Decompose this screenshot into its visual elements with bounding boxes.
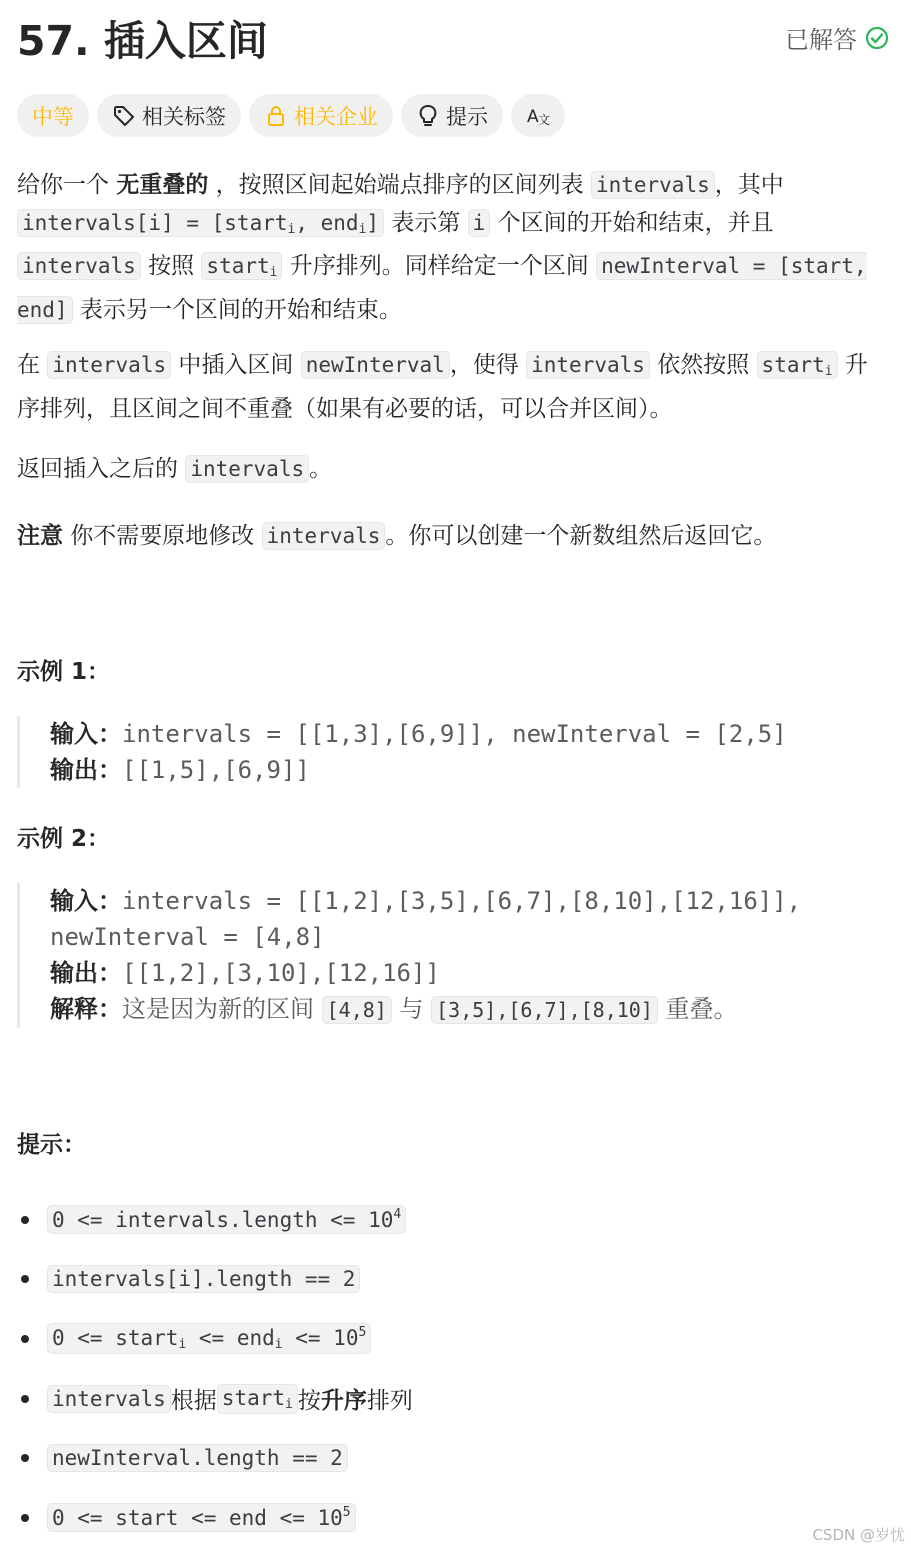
inline-code: newInterval = [start, end] [17,254,867,322]
inline-code: [3,5],[6,7],[8,10] [431,996,658,1024]
subscript: i [178,1337,187,1353]
example-1-input-line [50,716,877,752]
bold-text: 升序 [320,1388,367,1415]
tag-row [17,94,565,137]
list-item [17,1488,877,1548]
code-text: 0 <= intervals.length <= 10 [52,1208,394,1233]
inline-code: intervals [526,351,650,379]
text: 按照 [140,253,202,279]
text: 升序排列。同样给定一个区间 [282,253,597,279]
check-circle-icon [865,26,889,50]
inline-code [17,209,384,237]
inline-code: intervals[i].length == 2 [47,1265,360,1293]
code-text: <= 10 [282,1326,359,1351]
related-companies-label: 相关企业 [294,104,378,129]
example-1-block [17,716,877,788]
related-tags-button[interactable] [97,94,241,137]
explain-text: 这是因为新的区间 [122,995,322,1023]
code-text: start [221,1385,286,1410]
svg-text:文: 文 [538,112,550,127]
text: 根据 [170,1388,217,1415]
related-tags-label: 相关标签 [142,104,226,129]
inline-code: i [468,209,491,237]
list-item [17,1309,877,1369]
inline-code: intervals [47,351,171,379]
subscript: i [269,265,278,280]
problem-title: 57. 插入区间 [17,17,268,65]
text: 表示另一个区间的开始和结束。 [72,296,402,323]
difficulty-badge [17,94,89,137]
bullet [21,1216,29,1224]
code-text: start [761,353,825,377]
input-label: 输入： [50,720,122,748]
description-paragraph-3 [17,451,877,489]
subscript: i [285,1396,293,1412]
solved-status [785,20,889,55]
inline-code [201,252,282,280]
bullet [21,1275,29,1283]
list-item [17,1190,877,1250]
inline-code [47,1503,356,1532]
input-value: intervals = [[1,2],[3,5],[6,7],[8,10],[12,16]], [122,887,802,915]
text: 。 [309,456,333,482]
list-item [17,1250,877,1310]
inline-code: intervals [591,171,715,199]
explain-text: 与 [391,995,432,1023]
description-paragraph-1 [17,167,877,329]
bullet [21,1395,29,1403]
input-value: intervals = [[1,3],[6,9]], newInterval = [2,5] [122,720,787,748]
list-item [17,1369,877,1429]
code-text: <= end [186,1326,275,1351]
text: ，使得 [449,352,527,378]
text: 升序排列，且区间之间不重叠（如果有必要的话，可以合并区间）。 [17,352,868,422]
text: ，其中 [714,172,784,198]
superscript: 5 [342,1505,351,1521]
inline-code [217,1384,298,1414]
translate-button[interactable] [511,94,565,137]
constraints-list [17,1190,877,1548]
superscript: 5 [358,1325,367,1341]
text: 个区间的开始和结束，并且 [490,209,774,236]
superscript: 4 [393,1207,402,1223]
explain-text: 重叠。 [657,995,738,1023]
watermark: CSDN @岁忧 [812,1526,905,1544]
output-label: 输出： [50,756,122,784]
translate-icon [526,104,550,128]
bullet [21,1335,29,1343]
inline-code: newInterval [301,351,450,379]
lightbulb-icon [416,104,440,128]
inline-code [47,1323,371,1354]
inline-code: [4,8] [322,996,392,1024]
inline-code: intervals [262,522,386,550]
inline-code: newInterval.length == 2 [47,1444,348,1472]
text: 在 [17,352,48,378]
text: 返回插入之后的 [17,456,186,482]
inline-code: intervals [47,1385,171,1413]
text: 给你一个 [17,172,117,198]
input-value: newInterval = [4,8] [50,923,325,951]
code-text: start [206,254,270,278]
code-text: ] [366,210,380,235]
bold-text: 注意 [17,523,63,549]
description-paragraph-4 [17,518,877,556]
text: 按 [297,1388,321,1415]
svg-text:A: A [527,106,539,127]
subscript: i [274,1337,283,1353]
bullet [21,1514,29,1522]
text: 表示第 [384,209,468,236]
text: ，按照区间起始端点排序的区间列表 [208,172,591,198]
subscript: i [358,221,367,237]
example-2-input-line [50,883,877,919]
subscript: i [824,364,833,379]
input-label: 输入： [50,887,122,915]
text: 。你可以创建一个新数组然后返回它。 [385,523,777,549]
code-text: 0 <= start [52,1326,179,1351]
example-2-explain-line [50,991,877,1028]
code-text: intervals[i] = [start [22,210,288,235]
output-label: 输出： [50,959,122,987]
hint-button[interactable] [401,94,503,137]
text: 中插入区间 [171,352,301,378]
subscript: i [287,221,296,237]
inline-code [757,351,838,379]
example-2-heading: 示例 2： [17,826,111,852]
code-text: 0 <= start <= end <= 10 [52,1506,343,1531]
related-companies-button[interactable] [249,94,393,137]
hint-label: 提示 [446,104,488,129]
output-value: [[1,2],[3,10],[12,16]] [122,959,440,987]
tag-icon [112,104,136,128]
text: 依然按照 [649,352,757,378]
output-value: [[1,5],[6,9]] [122,756,310,784]
difficulty-label: 中等 [32,104,74,129]
inline-code: intervals [17,252,141,280]
inline-code [47,1205,406,1234]
example-2-input-line-2 [50,919,877,955]
example-2-output-line [50,955,877,991]
solved-label: 已解答 [785,26,857,54]
example-2-block [17,883,877,1028]
explain-label: 解释： [50,995,122,1023]
bullet [21,1454,29,1462]
bold-text: 无重叠的 [116,172,209,198]
example-1-output-line [50,752,877,788]
example-1-heading: 示例 1： [17,659,111,685]
lock-icon [264,104,288,128]
constraints-heading: 提示： [17,1132,86,1158]
inline-code: intervals [185,455,309,483]
description-paragraph-2 [17,347,877,428]
text: 排列 [366,1388,413,1415]
text: 你不需要原地修改 [63,523,262,549]
code-text: , end [295,210,359,235]
list-item [17,1428,877,1488]
